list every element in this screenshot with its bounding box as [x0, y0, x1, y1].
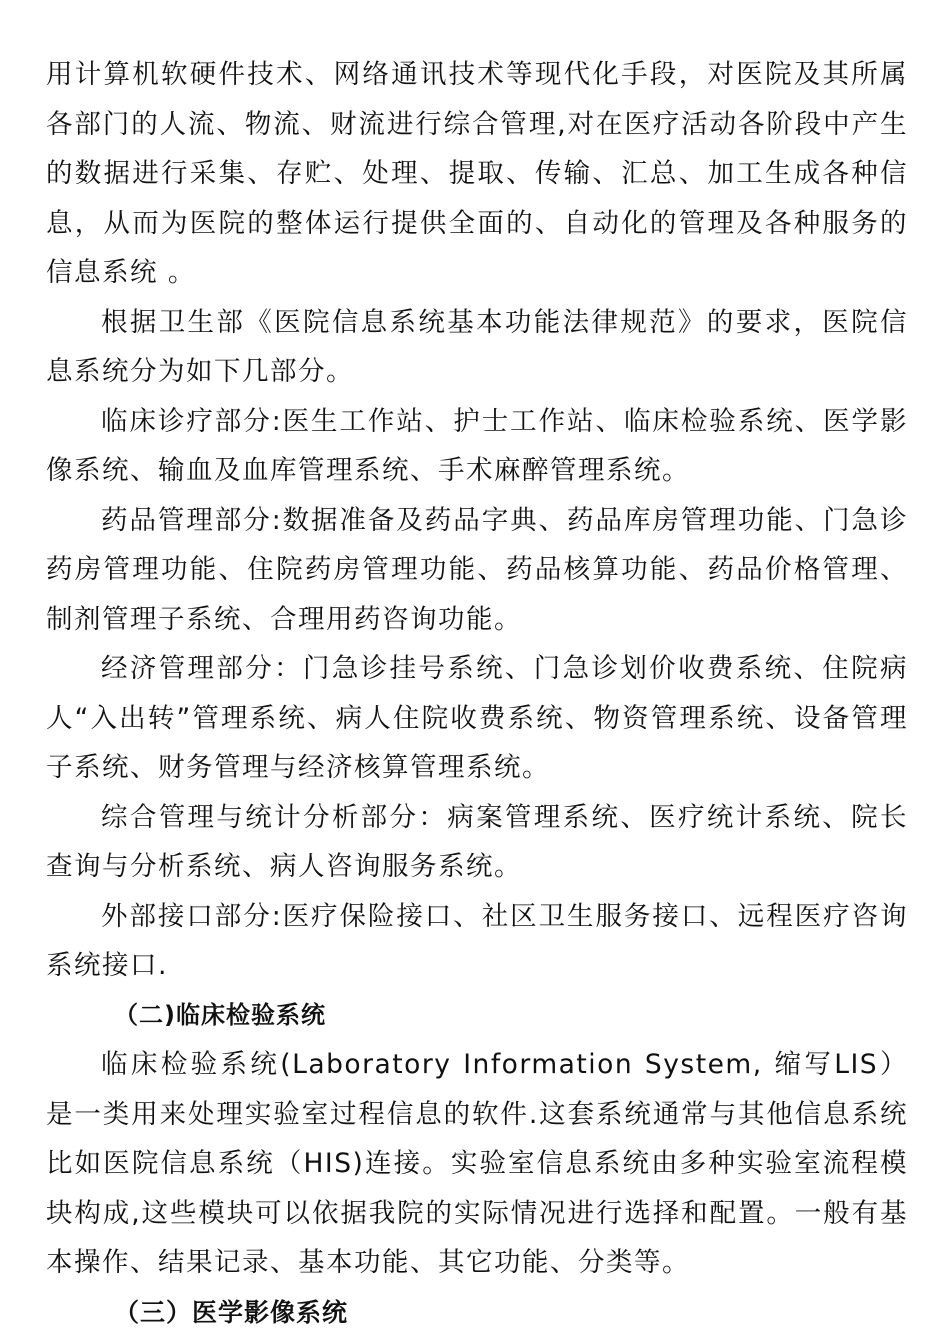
paragraph-clinical-part: 临床诊疗部分:医生工作站、护士工作站、临床检验系统、医学影像系统、输血及血库管理系统、手术麻醉管理系统。	[46, 405, 908, 486]
paragraph-his-definition: 用计算机软硬件技术、网络通讯技术等现代化手段，对医院及其所属各部门的人流、物流、财流进行综合管理,对在医疗活动各阶段中产生的数据进行采集、存贮、处理、提取、传输、汇总、加工生成各种信息，从而为医院的整体运行提供全面的、自动化的管理及各种服务的信息系统 。	[46, 59, 908, 288]
heading-lis: （二)临床检验系统	[114, 1000, 326, 1029]
paragraph-interface-part: 外部接口部分:医疗保险接口、社区卫生服务接口、远程医疗咨询系统接口.	[46, 900, 908, 981]
paragraph-economic-part: 经济管理部分：门急诊挂号系统、门急诊划价收费系统、住院病人“入出转”管理系统、病人住院收费系统、物资管理系统、设备管理子系统、财务管理与经济核算管理系统。	[46, 653, 908, 783]
paragraph-his-parts-intro: 根据卫生部《医院信息系统基本功能法律规范》的要求，医院信息系统分为如下几部分。	[46, 306, 908, 387]
document-body	[46, 50, 908, 1337]
heading-pacs: （三）医学影像系统	[114, 1297, 349, 1327]
paragraph-lis: 临床检验系统(Laboratory Information System, 缩写LIS）是一类用来处理实验室过程信息的软件.这套系统通常与其他信息系统比如医院信息系统（HIS)连接。实验室信息系统由多种实验室流程模块构成,这些模块可以依据我院的实际情况进行选择和配置。一般有基本操作、结果记录、基本功能、其它功能、分类等。	[46, 1049, 908, 1278]
paragraph-statistics-part: 综合管理与统计分析部分：病案管理系统、医疗统计系统、院长查询与分析系统、病人咨询服务系统。	[46, 801, 908, 882]
paragraph-drug-part: 药品管理部分:数据准备及药品字典、药品库房管理功能、门急诊药房管理功能、住院药房管理功能、药品核算功能、药品价格管理、制剂管理子系统、合理用药咨询功能。	[46, 504, 908, 635]
